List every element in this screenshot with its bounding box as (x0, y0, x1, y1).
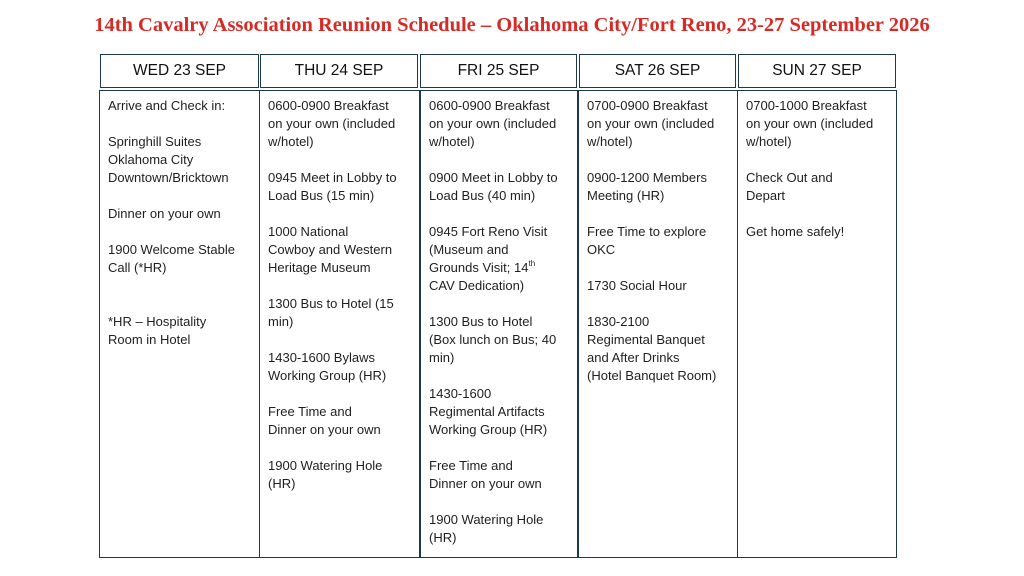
day-column-sun (737, 90, 897, 558)
fort-reno-text: 0945 Fort Reno Visit (Museum and Grounds Visit; 14 (429, 224, 548, 275)
schedule-entry: 1900 Welcome Stable Call (*HR) (108, 242, 235, 275)
ordinal-suffix: th (528, 259, 536, 268)
schedule-entry: 0700-0900 Breakfast on your own (included w/hotel) (587, 98, 715, 149)
day-column-thu (259, 90, 420, 558)
schedule-entry: Arrive and Check in: (108, 98, 226, 113)
schedule-entry: 1730 Social Hour (587, 278, 687, 293)
day-column-sat (578, 90, 738, 558)
schedule-entry: 1300 Bus to Hotel (15 min) (268, 296, 394, 329)
schedule-entry: 1900 Watering Hole (HR) (268, 458, 383, 491)
schedule-entry: 0700-1000 Breakfast on your own (included w/hotel) (746, 98, 874, 149)
page-title: 14th Cavalry Association Reunion Schedule – Oklahoma City/Fort Reno, 23-27 September 2026 (94, 14, 930, 36)
schedule-entry: 1300 Bus to Hotel (Box lunch on Bus; 40 min) (429, 314, 557, 365)
schedule-entry: Get home safely! (746, 224, 845, 239)
day-column-fri (420, 90, 578, 558)
schedule-entry: 0600-0900 Breakfast on your own (included w/hotel) (268, 98, 396, 149)
day-header-thu (260, 54, 418, 88)
day-header-label: WED 23 SEP (132, 62, 227, 79)
schedule-header-row (0, 54, 1024, 90)
day-header-label: SAT 26 SEP (614, 62, 701, 79)
schedule-entry-fort-reno (429, 223, 571, 295)
day-header-wed (100, 54, 259, 88)
schedule-entry: 1830-2100 Regimental Banquet and After Drinks (Hotel Banquet Room) (587, 314, 717, 383)
schedule-entry: 1900 Watering Hole (HR) (429, 512, 544, 545)
day-header-fri (420, 54, 577, 88)
schedule-entry: 0600-0900 Breakfast on your own (included w/hotel) (429, 98, 557, 149)
schedule-entry: 1000 National Cowboy and Western Heritage Museum (268, 224, 393, 275)
day-header-label: FRI 25 SEP (457, 62, 540, 79)
day-column-wed (99, 90, 260, 558)
schedule-entry: 0900-1200 Members Meeting (HR) (587, 170, 707, 203)
schedule-entry: Check Out and Depart (746, 170, 833, 203)
schedule-entry: Dinner on your own (108, 206, 221, 221)
day-header-label: SUN 27 SEP (772, 62, 862, 79)
day-header-sun (738, 54, 896, 88)
schedule-entry: Free Time and Dinner on your own (429, 458, 542, 491)
schedule-entry: 0900 Meet in Lobby to Load Bus (40 min) (429, 170, 558, 203)
schedule-entry: 1430-1600 Regimental Artifacts Working Group (HR) (429, 386, 548, 437)
schedule-entry: 1430-1600 Bylaws Working Group (HR) (268, 350, 387, 383)
fort-reno-tail: CAV Dedication) (429, 278, 525, 293)
day-header-sat (579, 54, 736, 88)
schedule-entry: *HR – Hospitality Room in Hotel (108, 314, 207, 347)
day-header-label: THU 24 SEP (294, 62, 384, 79)
schedule-entry: 0945 Meet in Lobby to Load Bus (15 min) (268, 170, 397, 203)
schedule-entry: Springhill Suites Oklahoma City Downtown/Bricktown (108, 134, 229, 185)
schedule-entry: Free Time to explore OKC (587, 224, 707, 257)
schedule-entry: Free Time and Dinner on your own (268, 404, 381, 437)
